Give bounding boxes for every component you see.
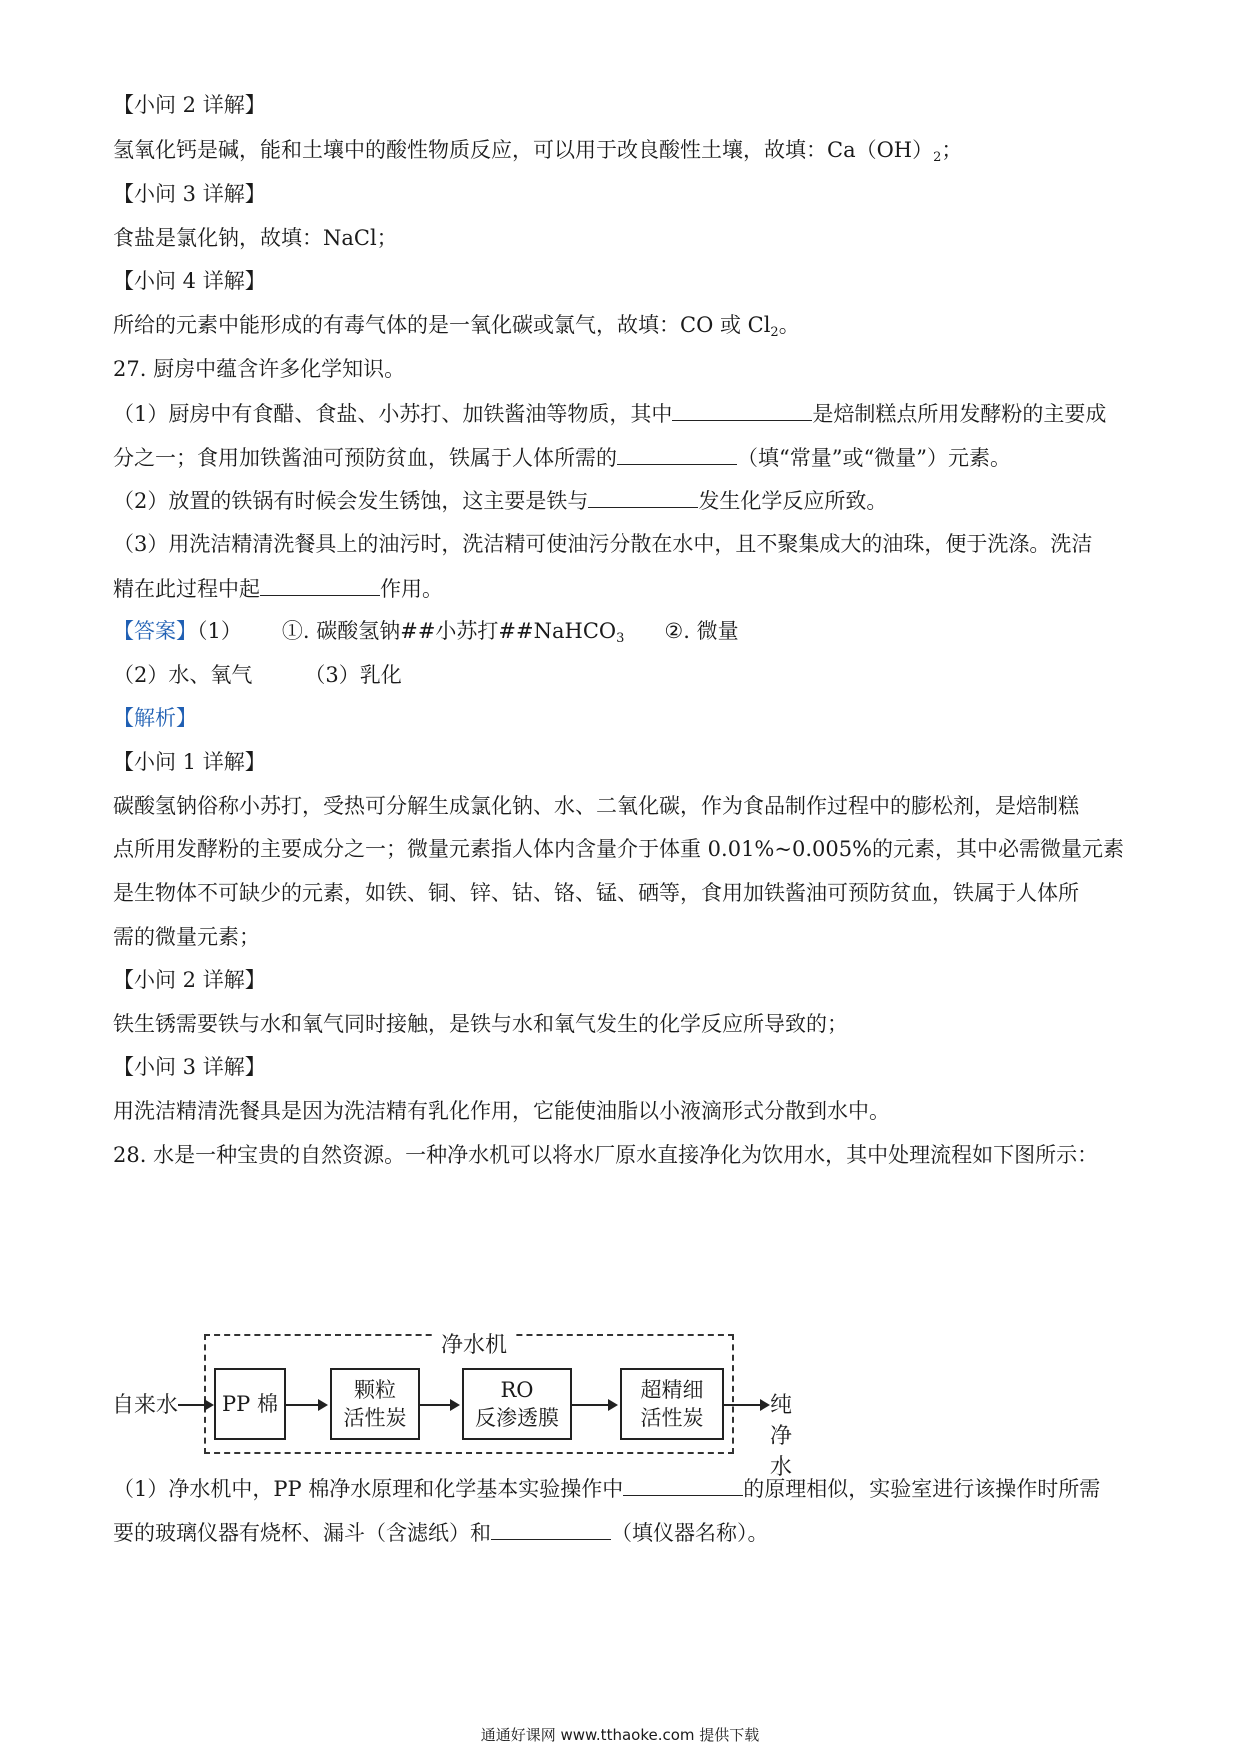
paragraph: 碳酸氢钠俗称小苏打，受热可分解生成氯化钠、水、二氧化碳，作为食品制作过程中的膨松剂，是焙制糕 xyxy=(113,794,1079,818)
text: 所给的元素中能形成的有毒气体的是一氧化碳或氯气，故填：CO 或 Cl xyxy=(113,313,771,337)
subscript: 3 xyxy=(616,631,625,646)
text: 。 xyxy=(778,313,800,337)
paragraph xyxy=(113,310,1133,348)
question-27-title: 27. 厨房中蕴含许多化学知识。 xyxy=(113,357,406,381)
text: （3）乳化 xyxy=(304,663,402,687)
text: 发生化学反应所致。 xyxy=(698,489,888,513)
text: （2）放置的铁锅有时候会发生锈蚀，这主要是铁与 xyxy=(113,489,589,513)
analysis-label: 【解析】 xyxy=(113,706,197,730)
text: 的原理相似，实验室进行该操作时所需 xyxy=(743,1477,1101,1501)
text: （填“常量”或“微量”）元素。 xyxy=(737,446,1011,470)
text: （1）净水机中，PP 棉净水原理和化学基本实验操作中 xyxy=(113,1477,624,1501)
paragraph: 需的微量元素； xyxy=(113,925,260,949)
diagram-title: 净水机 xyxy=(435,1328,513,1359)
box-label: 颗粒 xyxy=(354,1378,396,1402)
question-27-part3-cont xyxy=(113,573,1133,604)
ro-membrane-box xyxy=(462,1368,572,1440)
text: （1） xyxy=(197,619,242,643)
arrow xyxy=(420,1404,458,1406)
question-28-part1 xyxy=(113,1473,1133,1504)
subscript: 2 xyxy=(933,150,942,165)
text: （2）水、氧气 xyxy=(113,663,253,687)
ultrafine-carbon-box xyxy=(620,1368,724,1440)
output-label: 纯净水 xyxy=(770,1393,793,1480)
paragraph xyxy=(113,135,1133,173)
question-28-part1-cont xyxy=(113,1517,1133,1548)
text: 氢氧化钙是碱，能和土壤中的酸性物质反应，可以用于改良酸性土壤，故填：Ca（OH） xyxy=(113,138,934,162)
answer-blank[interactable] xyxy=(672,398,812,421)
question-27-part3: （3）用洗洁精清洗餐具上的油污时，洗洁精可使油污分散在水中，且不聚集成大的油珠，便于洗涤。洗洁 xyxy=(113,532,1093,556)
subscript: 2 xyxy=(770,325,779,340)
box-label: PP 棉 xyxy=(222,1392,278,1416)
box-label: RO xyxy=(500,1378,534,1402)
question-27-part2 xyxy=(113,485,1133,516)
granular-carbon-box xyxy=(330,1368,420,1440)
text: （1）厨房中有食醋、食盐、小苏打、加铁酱油等物质，其中 xyxy=(113,402,673,426)
text: 要的玻璃仪器有烧杯、漏斗（含滤纸）和 xyxy=(113,1521,491,1545)
question-28-title: 28. 水是一种宝贵的自然资源。一种净水机可以将水厂原水直接净化为饮用水，其中处理流程如下图所示： xyxy=(113,1143,1099,1167)
section-heading: 【小问 2 详解】 xyxy=(113,968,266,992)
water-purifier-flow-diagram xyxy=(110,1330,800,1480)
arrow xyxy=(178,1404,212,1406)
paragraph: 食盐是氯化钠，故填：NaCl； xyxy=(113,226,398,250)
box-label: 超精细 xyxy=(640,1378,704,1402)
answer-blank[interactable] xyxy=(588,485,698,508)
pp-cotton-box xyxy=(214,1368,286,1440)
answer-line xyxy=(113,660,1133,690)
answer-line xyxy=(113,616,1133,654)
text: 是焙制糕点所用发酵粉的主要成 xyxy=(812,402,1107,426)
text: ①. 碳酸氢钠##小苏打##NaHCO xyxy=(281,619,617,643)
text: 精在此过程中起 xyxy=(113,577,260,601)
text: ； xyxy=(941,138,963,162)
box-label: 反渗透膜 xyxy=(475,1406,559,1430)
input-label: 自来水 xyxy=(112,1393,179,1418)
arrow xyxy=(572,1404,616,1406)
section-heading: 【小问 2 详解】 xyxy=(113,93,266,117)
answer-label: 【答案】 xyxy=(113,619,197,643)
paragraph: 是生物体不可缺少的元素，如铁、铜、锌、钴、铬、锰、硒等，食用加铁酱油可预防贫血，铁属于人体所 xyxy=(113,881,1079,905)
question-27-part1-cont xyxy=(113,442,1133,473)
section-heading: 【小问 4 详解】 xyxy=(113,269,266,293)
text: 分之一；食用加铁酱油可预防贫血，铁属于人体所需的 xyxy=(113,446,617,470)
answer-blank[interactable] xyxy=(623,1473,743,1496)
paragraph: 点所用发酵粉的主要成分之一；微量元素指人体内含量介于体重 0.01%~0.005%的元素，其中必需微量元素 xyxy=(113,837,1125,861)
answer-blank[interactable] xyxy=(260,573,380,596)
text: （填仪器名称）。 xyxy=(611,1521,769,1545)
answer-blank[interactable] xyxy=(491,1517,611,1540)
text: 作用。 xyxy=(380,577,443,601)
box-label: 活性炭 xyxy=(640,1406,704,1430)
answer-blank[interactable] xyxy=(617,442,737,465)
page-footer: 通通好课网 www.tthaoke.com 提供下载 xyxy=(480,1726,760,1744)
arrow xyxy=(286,1404,326,1406)
section-heading: 【小问 1 详解】 xyxy=(113,750,266,774)
section-heading: 【小问 3 详解】 xyxy=(113,182,266,206)
section-heading: 【小问 3 详解】 xyxy=(113,1055,266,1079)
box-label: 活性炭 xyxy=(343,1406,407,1430)
arrow xyxy=(724,1404,768,1406)
text: ②. 微量 xyxy=(664,619,739,643)
paragraph: 用洗洁精清洗餐具是因为洗洁精有乳化作用，它能使油脂以小液滴形式分散到水中。 xyxy=(113,1099,890,1123)
paragraph: 铁生锈需要铁与水和氧气同时接触，是铁与水和氧气发生的化学反应所导致的； xyxy=(113,1012,848,1036)
question-27-part1 xyxy=(113,398,1133,429)
